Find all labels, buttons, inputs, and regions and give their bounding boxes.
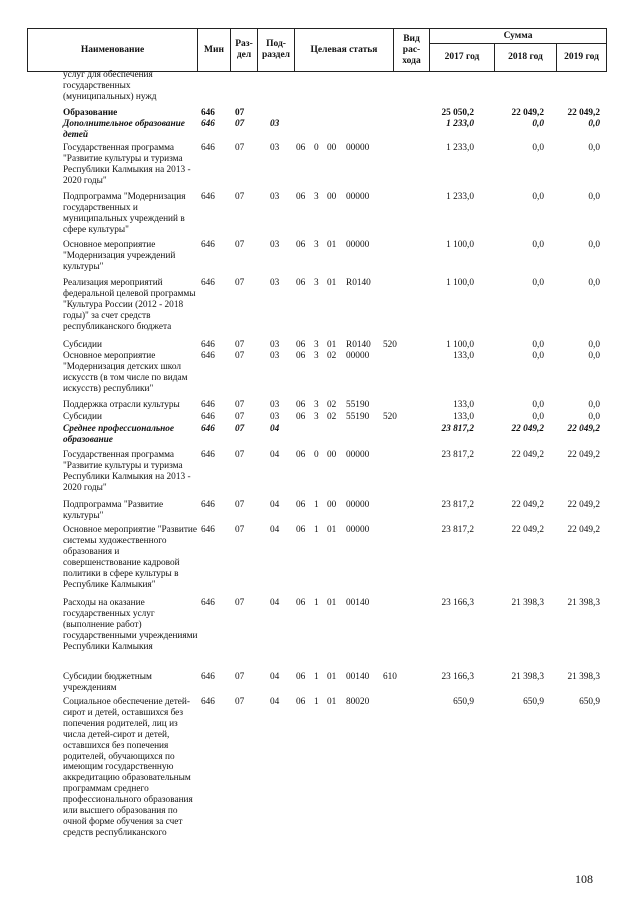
cell-cs2: 1 bbox=[314, 672, 319, 682]
cell-s19: 0,0 bbox=[588, 400, 600, 410]
cell-cs3: 01 bbox=[327, 340, 337, 350]
cell-cs2: 3 bbox=[314, 192, 319, 202]
header-2017: 2017 год bbox=[430, 44, 495, 72]
cell-name: услуг для обеспечения государственных (муниципальных) нужд bbox=[63, 70, 157, 102]
cell-min: 646 bbox=[201, 400, 215, 410]
cell-cs1: 06 bbox=[296, 192, 306, 202]
cell-cs3: 00 bbox=[327, 192, 337, 202]
cell-s17: 23 817,2 bbox=[441, 500, 474, 510]
cell-s17: 1 233,0 bbox=[446, 119, 474, 129]
cell-cs3: 01 bbox=[327, 525, 337, 535]
cell-pod: 03 bbox=[270, 278, 280, 288]
cell-cs3: 01 bbox=[327, 278, 337, 288]
cell-s19: 0,0 bbox=[588, 278, 600, 288]
header-2018: 2018 год bbox=[495, 44, 557, 72]
cell-s19: 0,0 bbox=[588, 340, 600, 350]
cell-pod: 04 bbox=[270, 500, 280, 510]
cell-s18: 0,0 bbox=[532, 278, 544, 288]
cell-s19: 0,0 bbox=[588, 351, 600, 361]
cell-s19: 22 049,2 bbox=[567, 424, 600, 434]
cell-s19: 21 398,3 bbox=[567, 672, 600, 682]
cell-cs3: 01 bbox=[327, 240, 337, 250]
cell-cs4: 55190 bbox=[346, 400, 370, 410]
cell-s18: 0,0 bbox=[532, 351, 544, 361]
page-number: 108 bbox=[575, 872, 593, 886]
cell-name: Государственная программа "Развитие культуры и туризма Республики Калмыкия на 2013 - 2020 годы" bbox=[63, 143, 191, 186]
cell-name: Образование bbox=[63, 108, 118, 118]
cell-cs2: 1 bbox=[314, 598, 319, 608]
cell-min: 646 bbox=[201, 192, 215, 202]
cell-pod: 03 bbox=[270, 351, 280, 361]
cell-cs2: 1 bbox=[314, 697, 319, 707]
cell-s18: 0,0 bbox=[532, 192, 544, 202]
cell-cs1: 06 bbox=[296, 351, 306, 361]
header-name: Наименование bbox=[28, 29, 198, 72]
cell-cs4: 00140 bbox=[346, 672, 370, 682]
cell-cs1: 06 bbox=[296, 697, 306, 707]
cell-cs4: 80020 bbox=[346, 697, 370, 707]
cell-cs4: 55190 bbox=[346, 412, 370, 422]
cell-cs2: 3 bbox=[314, 351, 319, 361]
cell-name: Субсидии бюджетным учреждениям bbox=[63, 672, 152, 693]
cell-name: Расходы на оказание государственных услуг (выполнение работ) государственными учреждениями Республики Калмыкия bbox=[63, 598, 198, 652]
cell-min: 646 bbox=[201, 412, 215, 422]
cell-pod: 04 bbox=[270, 424, 280, 434]
cell-s19: 22 049,2 bbox=[567, 500, 600, 510]
cell-name: Дополнительное образование детей bbox=[63, 119, 185, 140]
cell-cs2: 3 bbox=[314, 240, 319, 250]
cell-cs1: 06 bbox=[296, 450, 306, 460]
header-vid: Вид рас- хода bbox=[394, 29, 430, 72]
cell-name: Подпрограмма "Модернизация государственных и муниципальных учреждений в сфере культуры" bbox=[63, 192, 186, 235]
cell-cs4: 00000 bbox=[346, 143, 370, 153]
cell-s19: 21 398,3 bbox=[567, 598, 600, 608]
cell-min: 646 bbox=[201, 240, 215, 250]
cell-s18: 0,0 bbox=[532, 143, 544, 153]
cell-razd: 07 bbox=[235, 143, 245, 153]
cell-s19: 22 049,2 bbox=[567, 450, 600, 460]
cell-cs4: 00000 bbox=[346, 351, 370, 361]
cell-s18: 22 049,2 bbox=[511, 500, 544, 510]
cell-name: Субсидии bbox=[63, 412, 103, 422]
cell-razd: 07 bbox=[235, 400, 245, 410]
cell-cs1: 06 bbox=[296, 598, 306, 608]
cell-cs3: 00 bbox=[327, 143, 337, 153]
cell-razd: 07 bbox=[235, 240, 245, 250]
cell-pod: 03 bbox=[270, 340, 280, 350]
cell-cs2: 0 bbox=[314, 143, 319, 153]
cell-razd: 07 bbox=[235, 108, 245, 118]
cell-cs3: 00 bbox=[327, 500, 337, 510]
cell-razd: 07 bbox=[235, 525, 245, 535]
cell-s18: 0,0 bbox=[532, 340, 544, 350]
cell-cs2: 1 bbox=[314, 500, 319, 510]
cell-name: Основное мероприятие "Развитие системы художественного образования и совершенствование кадровой политики в сфере культуры в Республике Калмыкия" bbox=[63, 525, 198, 590]
cell-razd: 07 bbox=[235, 192, 245, 202]
cell-cs4: 00000 bbox=[346, 240, 370, 250]
cell-s17: 1 233,0 bbox=[446, 143, 474, 153]
cell-razd: 07 bbox=[235, 412, 245, 422]
header-podrazdel: Под- раздел bbox=[258, 29, 295, 72]
cell-s19: 0,0 bbox=[588, 119, 600, 129]
cell-cs1: 06 bbox=[296, 500, 306, 510]
header-target: Целевая статья bbox=[295, 29, 394, 72]
cell-s17: 23 817,2 bbox=[441, 450, 474, 460]
cell-name: Среднее профессиональное образование bbox=[63, 424, 175, 445]
cell-name: Поддержка отрасли культуры bbox=[63, 400, 180, 410]
cell-razd: 07 bbox=[235, 598, 245, 608]
cell-min: 646 bbox=[201, 500, 215, 510]
cell-pod: 03 bbox=[270, 240, 280, 250]
cell-s18: 0,0 bbox=[532, 400, 544, 410]
cell-razd: 07 bbox=[235, 351, 245, 361]
cell-s18: 21 398,3 bbox=[511, 598, 544, 608]
header-min: Мин bbox=[198, 29, 231, 72]
cell-razd: 07 bbox=[235, 450, 245, 460]
cell-s17: 650,9 bbox=[453, 697, 474, 707]
cell-s18: 0,0 bbox=[532, 412, 544, 422]
cell-cs3: 01 bbox=[327, 672, 337, 682]
cell-cs3: 02 bbox=[327, 400, 337, 410]
cell-cs2: 1 bbox=[314, 525, 319, 535]
cell-s19: 0,0 bbox=[588, 412, 600, 422]
cell-s19: 0,0 bbox=[588, 240, 600, 250]
cell-vid: 610 bbox=[383, 672, 397, 682]
cell-cs2: 3 bbox=[314, 278, 319, 288]
cell-pod: 04 bbox=[270, 697, 280, 707]
cell-cs2: 3 bbox=[314, 340, 319, 350]
cell-cs3: 02 bbox=[327, 351, 337, 361]
cell-cs4: 00140 bbox=[346, 598, 370, 608]
cell-s17: 23 166,3 bbox=[441, 598, 474, 608]
cell-s18: 22 049,2 bbox=[511, 450, 544, 460]
cell-s17: 133,0 bbox=[453, 412, 474, 422]
cell-cs4: 00000 bbox=[346, 500, 370, 510]
cell-s18: 650,9 bbox=[523, 697, 544, 707]
cell-pod: 04 bbox=[270, 450, 280, 460]
cell-cs1: 06 bbox=[296, 278, 306, 288]
cell-s18: 22 049,2 bbox=[511, 424, 544, 434]
cell-s18: 21 398,3 bbox=[511, 672, 544, 682]
cell-s17: 1 100,0 bbox=[446, 240, 474, 250]
cell-cs4: 00000 bbox=[346, 450, 370, 460]
cell-min: 646 bbox=[201, 450, 215, 460]
cell-name: Реализация мероприятий федеральной целевой программы "Культура России (2012 - 2018 годы)" за счет средств республиканского бюджета bbox=[63, 278, 196, 332]
cell-s18: 22 049,2 bbox=[511, 525, 544, 535]
header-razdel: Раз- дел bbox=[231, 29, 258, 72]
cell-cs2: 0 bbox=[314, 450, 319, 460]
cell-s18: 22 049,2 bbox=[511, 108, 544, 118]
cell-min: 646 bbox=[201, 119, 215, 129]
cell-cs4: R0140 bbox=[346, 278, 371, 288]
cell-cs1: 06 bbox=[296, 525, 306, 535]
cell-pod: 04 bbox=[270, 672, 280, 682]
cell-razd: 07 bbox=[235, 424, 245, 434]
cell-pod: 03 bbox=[270, 119, 280, 129]
cell-s18: 0,0 bbox=[532, 119, 544, 129]
cell-razd: 07 bbox=[235, 278, 245, 288]
cell-min: 646 bbox=[201, 340, 215, 350]
cell-s17: 133,0 bbox=[453, 400, 474, 410]
cell-min: 646 bbox=[201, 697, 215, 707]
cell-s18: 0,0 bbox=[532, 240, 544, 250]
cell-cs3: 01 bbox=[327, 598, 337, 608]
cell-s19: 22 049,2 bbox=[567, 525, 600, 535]
cell-cs3: 01 bbox=[327, 697, 337, 707]
cell-cs4: 00000 bbox=[346, 525, 370, 535]
header-2019: 2019 год bbox=[557, 44, 607, 72]
cell-min: 646 bbox=[201, 424, 215, 434]
cell-s17: 1 100,0 bbox=[446, 278, 474, 288]
cell-min: 646 bbox=[201, 598, 215, 608]
cell-min: 646 bbox=[201, 108, 215, 118]
cell-s19: 22 049,2 bbox=[567, 108, 600, 118]
cell-pod: 03 bbox=[270, 412, 280, 422]
cell-razd: 07 bbox=[235, 672, 245, 682]
cell-min: 646 bbox=[201, 351, 215, 361]
cell-min: 646 bbox=[201, 672, 215, 682]
cell-s19: 0,0 bbox=[588, 143, 600, 153]
cell-cs3: 02 bbox=[327, 412, 337, 422]
cell-s19: 650,9 bbox=[579, 697, 600, 707]
cell-cs4: R0140 bbox=[346, 340, 371, 350]
cell-razd: 07 bbox=[235, 500, 245, 510]
cell-s17: 133,0 bbox=[453, 351, 474, 361]
cell-s17: 25 050,2 bbox=[441, 108, 474, 118]
cell-s17: 23 817,2 bbox=[441, 424, 474, 434]
cell-pod: 03 bbox=[270, 143, 280, 153]
cell-name: Субсидии bbox=[63, 340, 103, 350]
cell-min: 646 bbox=[201, 278, 215, 288]
cell-cs3: 00 bbox=[327, 450, 337, 460]
cell-razd: 07 bbox=[235, 697, 245, 707]
cell-cs2: 3 bbox=[314, 412, 319, 422]
cell-razd: 07 bbox=[235, 119, 245, 129]
cell-s19: 0,0 bbox=[588, 192, 600, 202]
cell-razd: 07 bbox=[235, 340, 245, 350]
cell-pod: 04 bbox=[270, 598, 280, 608]
cell-name: Основное мероприятие "Модернизация учреждений культуры" bbox=[63, 240, 176, 272]
cell-s17: 23 166,3 bbox=[441, 672, 474, 682]
cell-pod: 03 bbox=[270, 400, 280, 410]
cell-vid: 520 bbox=[383, 412, 397, 422]
cell-cs1: 06 bbox=[296, 672, 306, 682]
cell-cs1: 06 bbox=[296, 400, 306, 410]
table-header bbox=[27, 28, 607, 72]
cell-name: Основное мероприятие "Модернизация детских школ искусств (в том числе по видам искусств) республики" bbox=[63, 351, 188, 394]
cell-name: Государственная программа "Развитие культуры и туризма Республики Калмыкия на 2013 - 2020 годы" bbox=[63, 450, 191, 493]
header-sum: Сумма bbox=[430, 29, 607, 44]
cell-pod: 04 bbox=[270, 525, 280, 535]
cell-cs2: 3 bbox=[314, 400, 319, 410]
cell-min: 646 bbox=[201, 143, 215, 153]
cell-name: Подпрограмма "Развитие культуры" bbox=[63, 500, 164, 521]
cell-cs1: 06 bbox=[296, 412, 306, 422]
cell-vid: 520 bbox=[383, 340, 397, 350]
cell-min: 646 bbox=[201, 525, 215, 535]
cell-s17: 23 817,2 bbox=[441, 525, 474, 535]
cell-cs1: 06 bbox=[296, 340, 306, 350]
cell-cs1: 06 bbox=[296, 240, 306, 250]
cell-pod: 03 bbox=[270, 192, 280, 202]
cell-s17: 1 233,0 bbox=[446, 192, 474, 202]
cell-name: Социальное обеспечение детей-сирот и детей, оставшихся без попечения родителей, лиц из числа детей-сирот и детей, оставшихся без попечения родителей, обучающихся по имеющим государственную аккредитацию образовательным программам среднего профессионального образования или высшего образования по очной форме обучения за счет средств республиканского bbox=[63, 697, 193, 838]
cell-s17: 1 100,0 bbox=[446, 340, 474, 350]
cell-cs4: 00000 bbox=[346, 192, 370, 202]
cell-cs1: 06 bbox=[296, 143, 306, 153]
